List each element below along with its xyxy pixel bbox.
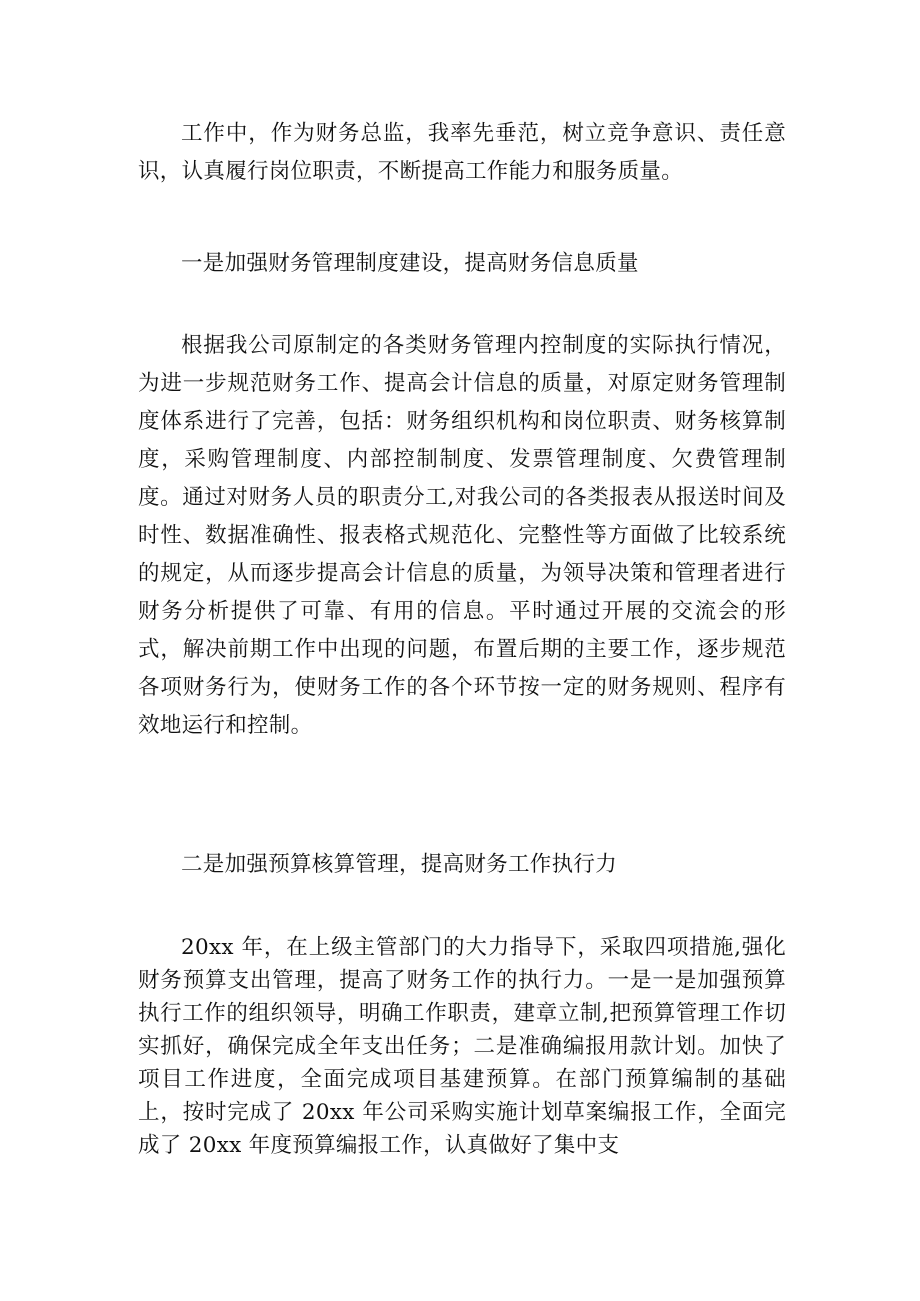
section-heading-2: 二是加强预算核算管理，提高财务工作执行力 xyxy=(181,852,618,877)
paragraph-intro: 工作中，作为财务总监，我率先垂范，树立竞争意识、责任意识，认真履行岗位职责，不断提高工作能力和服务质量。 xyxy=(138,121,786,184)
section-heading-1: 一是加强财务管理制度建设，提高财务信息质量 xyxy=(181,251,639,276)
paragraph-section-2: 20xx 年，在上级主管部门的大力指导下，采取四项措施,强化财务预算支出管理，提高了财务工作的执行力。一是一是加强预算执行工作的组织领导，明确工作职责，建章立制,把预算管理工作切实抓好，确保完成全年支出任务；二是准确编报用款计划。加快了项目工作进度，全面完成项目基建预算。在部门预算编制的基础上，按时完成了 20xx 年公司采购实施计划草案编报工作，全面完成了 20xx 年度预算编报工作，认真做好了集中支 xyxy=(138,935,786,1158)
paragraph-section-1: 根据我公司原制定的各类财务管理内控制度的实际执行情况，为进一步规范财务工作、提高会计信息的质量，对原定财务管理制度体系进行了完善，包括：财务组织机构和岗位职责、财务核算制度，采购管理制度、内部控制制度、发票管理制度、欠费管理制度。通过对财务人员的职责分工,对我公司的各类报表从报送时间及时性、数据准确性、报表格式规范化、完整性等方面做了比较系统的规定，从而逐步提高会计信息的质量，为领导决策和管理者进行财务分析提供了可靠、有用的信息。平时通过开展的交流会的形式，解决前期工作中出现的问题，布置后期的主要工作，逐步规范各项财务行为，使财务工作的各个环节按一定的财务规则、程序有效地运行和控制。 xyxy=(138,333,786,738)
